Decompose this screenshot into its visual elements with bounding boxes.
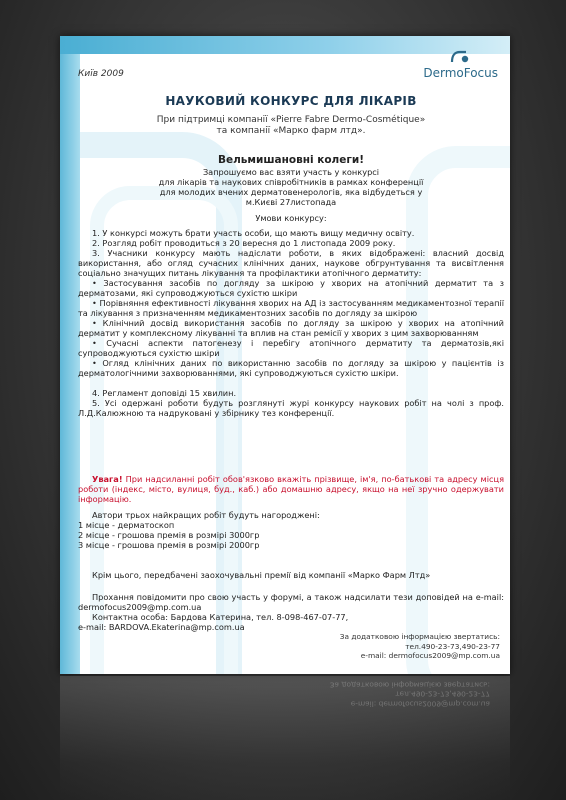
contact-section: [78, 592, 504, 632]
condition-bullet: • Застосування засобів по догляду за шкірою у хворих на атопічний дерматит та з дерматозами, які супроводжуються сухістю шкіри: [78, 278, 504, 298]
condition-bullet: • Порівняння ефективності лікування хворих на АД із застосуванням медикаментозної терапії та лікування з призначенням медикаментозних засобів по догляду за шкірою: [78, 298, 504, 318]
condition-bullet: • Сучасні аспекти патогенезу і перебігу атопічного дерматиту та дерматозів,які супроводжуються сухістю шкіри: [78, 338, 504, 358]
conditions-list: [78, 228, 504, 418]
condition-bullet: • Огляд клінічних даних по використанню засобів по догляду за шкірою у пацієнтів із дерматологічними захворюваннями, які супроводжуються сухістю шкіри.: [78, 358, 504, 378]
greeting: Вельмишановні колеги!: [217, 154, 365, 166]
support-line-2: та компанії «Марко фарм лтд».: [216, 126, 366, 136]
prize-item: 1 місце - дерматоскоп: [78, 520, 175, 530]
invite-text: [78, 167, 504, 207]
warning-text: При надсиланні робіт обов'язково вкажіть прізвище, ім'я, по-батькові та адресу місця роботи (індекс, місто, вулиця, буд., каб.) або домашню адресу, якщо на неї зручно одержувати інформацію.: [78, 474, 504, 504]
page-reflection: [60, 676, 510, 800]
condition-item: 2. Розгляд робіт проводиться з 20 вересня до 1 листопада 2009 року.: [92, 238, 396, 248]
footer-phone: тел.490-23-73,490-23-77: [405, 641, 500, 651]
contact-email[interactable]: e-mail: BARDOVA.Ekaterina@mp.com.ua: [78, 622, 245, 632]
reflection-line: За додатковою інформацією звертатись:: [329, 680, 490, 690]
extra-prizes: Крім цього, передбачені заохочувальні премії від компанії «Марко Фарм Лтд»: [92, 570, 431, 580]
invite-line: м.Києві 27листопада: [245, 197, 337, 207]
prize-item: 3 місце - грошова премія в розмірі 2000гр: [78, 540, 260, 550]
city-date: Київ 2009: [78, 69, 124, 79]
footer-email[interactable]: e-mail: dermofocus2009@mp.com.ua: [360, 651, 500, 660]
contact-request: Прохання повідомити про свою участь у форумі, а також надсилати тези доповідей на e-mail: dermofocus2009@mp.com.ua: [78, 592, 504, 612]
prizes-section: [78, 510, 504, 550]
condition-item: 3. Учасники конкурсу мають надіслати роботи, в яких відображені: власний досвід використання, або огляд сучасних клінічних даних, наукове обгрунтування та висвітлення соціально значущих питань лікування та профілактики атопічного дерматиту:: [78, 248, 504, 278]
condition-bullet: • Клінічний досвід використання засобів по догляду за шкірою у хворих на атопічний дерматит у комплексному лікуванні та вплив на стан ремісії у хворих з цим захворюванням: [78, 318, 504, 338]
reflection-line: тел.490-23-73,490-23-77: [395, 690, 490, 699]
prize-item: 2 місце - грошова премія в розмірі 3000гр: [78, 530, 260, 540]
invite-line: Запрошуємо вас взяти участь у конкурсі: [202, 167, 380, 177]
warning-note: [78, 474, 504, 504]
footer-info: [78, 632, 500, 661]
support-line-1: При підтримці компанії «Pierre Fabre Dermo-Cosmétique»: [156, 115, 426, 125]
conditions-title: Умови конкурсу:: [255, 213, 327, 223]
accent-band-left: [60, 36, 80, 674]
page-title: НАУКОВИЙ КОНКУРС ДЛЯ ЛІКАРІВ: [165, 94, 417, 108]
warning-label: Увага!: [92, 474, 123, 484]
invite-line: для молодих вчених дерматовенерологів, яка відбудеться у: [159, 187, 423, 197]
reflection-text: [290, 680, 490, 709]
prizes-intro: Автори трьох найкращих робіт будуть нагороджені:: [92, 510, 320, 520]
dermofocus-logo: [408, 48, 498, 84]
condition-item: 1. У конкурсі можуть брати участь особи, що мають вищу медичну освіту.: [92, 228, 415, 238]
footer-line: За додатковою інформацією звертатись:: [339, 632, 500, 641]
logo-text: DermoFocus: [423, 66, 498, 80]
flyer-page: [60, 36, 510, 674]
contact-person: Контактна особа: Бардова Катерина, тел. 8-098-467-07-77,: [92, 612, 349, 622]
logo-mark-icon: [448, 48, 470, 66]
condition-item: 5. Усі одержані роботи будуть розглянуті журі конкурсу наукових робіт на чолі з проф. Л.Д.Калюжною та надруковані у збірнику тез конференції.: [78, 398, 504, 418]
reflection-line: e-mail: dermofocus2009@mp.com.ua: [350, 699, 490, 709]
invite-line: для лікарів та наукових співробітників в рамках конференції: [158, 177, 424, 187]
condition-item: 4. Регламент доповіді 15 хвилин.: [92, 388, 237, 398]
